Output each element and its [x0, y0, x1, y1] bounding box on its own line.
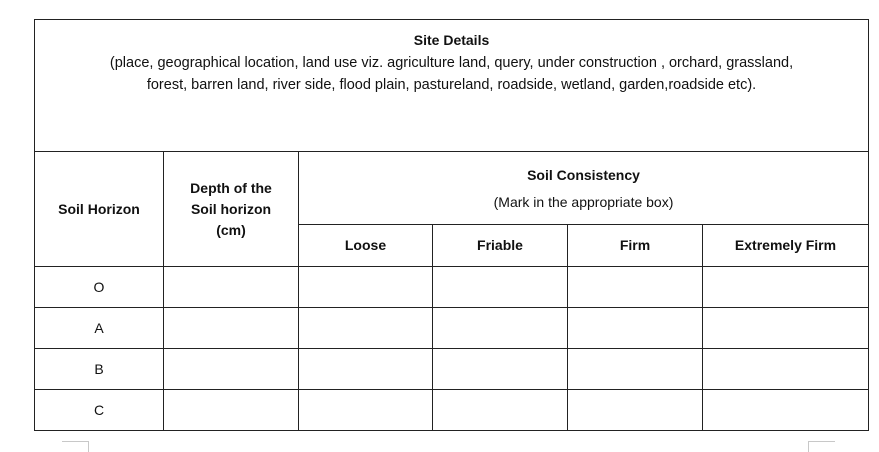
friable-cell[interactable] — [433, 349, 568, 390]
depth-cell[interactable] — [164, 390, 299, 431]
soil-horizon-header: Soil Horizon — [35, 152, 164, 267]
friable-cell[interactable] — [433, 390, 568, 431]
site-details-description-line: forest, barren land, river side, flood plain, pastureland, roadside, wetland, garden,roadside etc). — [146, 77, 757, 93]
friable-cell[interactable] — [433, 308, 568, 349]
table-row — [35, 349, 869, 390]
table-row — [35, 308, 869, 349]
depth-header — [164, 152, 299, 267]
extremely-firm-cell[interactable] — [703, 308, 869, 349]
depth-header-line: (cm) — [216, 221, 246, 238]
extremely-firm-cell[interactable] — [703, 349, 869, 390]
column-header-friable: Friable — [433, 225, 568, 267]
loose-cell[interactable] — [299, 267, 433, 308]
depth-cell[interactable] — [164, 349, 299, 390]
page-corner-mark — [62, 441, 89, 452]
loose-cell[interactable] — [299, 390, 433, 431]
site-details-description-line: (place, geographical location, land use viz. agriculture land, query, under construction , orchard, grassland, — [109, 55, 794, 71]
horizon-label: C — [35, 390, 164, 431]
page-corner-mark — [808, 441, 835, 452]
soil-table — [34, 19, 869, 431]
horizon-label: O — [35, 267, 164, 308]
extremely-firm-cell[interactable] — [703, 390, 869, 431]
firm-cell[interactable] — [568, 308, 703, 349]
table-row — [35, 267, 869, 308]
soil-form — [34, 19, 868, 437]
site-details-cell[interactable] — [35, 20, 869, 152]
column-header-extremely-firm: Extremely Firm — [703, 225, 869, 267]
column-header-firm: Firm — [568, 225, 703, 267]
soil-consistency-subtitle: (Mark in the appropriate box) — [493, 193, 674, 210]
firm-cell[interactable] — [568, 349, 703, 390]
firm-cell[interactable] — [568, 390, 703, 431]
friable-cell[interactable] — [433, 267, 568, 308]
soil-consistency-title: Soil Consistency — [527, 166, 640, 183]
depth-cell[interactable] — [164, 308, 299, 349]
loose-cell[interactable] — [299, 349, 433, 390]
horizon-label: B — [35, 349, 164, 390]
depth-header-line: Depth of the — [190, 179, 272, 196]
extremely-firm-cell[interactable] — [703, 267, 869, 308]
horizon-label: A — [35, 308, 164, 349]
depth-header-line: Soil horizon — [190, 200, 272, 217]
site-details-title: Site Details — [413, 32, 490, 48]
soil-consistency-header — [299, 152, 869, 225]
loose-cell[interactable] — [299, 308, 433, 349]
site-details-description — [35, 52, 868, 96]
depth-cell[interactable] — [164, 267, 299, 308]
firm-cell[interactable] — [568, 267, 703, 308]
column-header-loose: Loose — [299, 225, 433, 267]
table-row — [35, 390, 869, 431]
